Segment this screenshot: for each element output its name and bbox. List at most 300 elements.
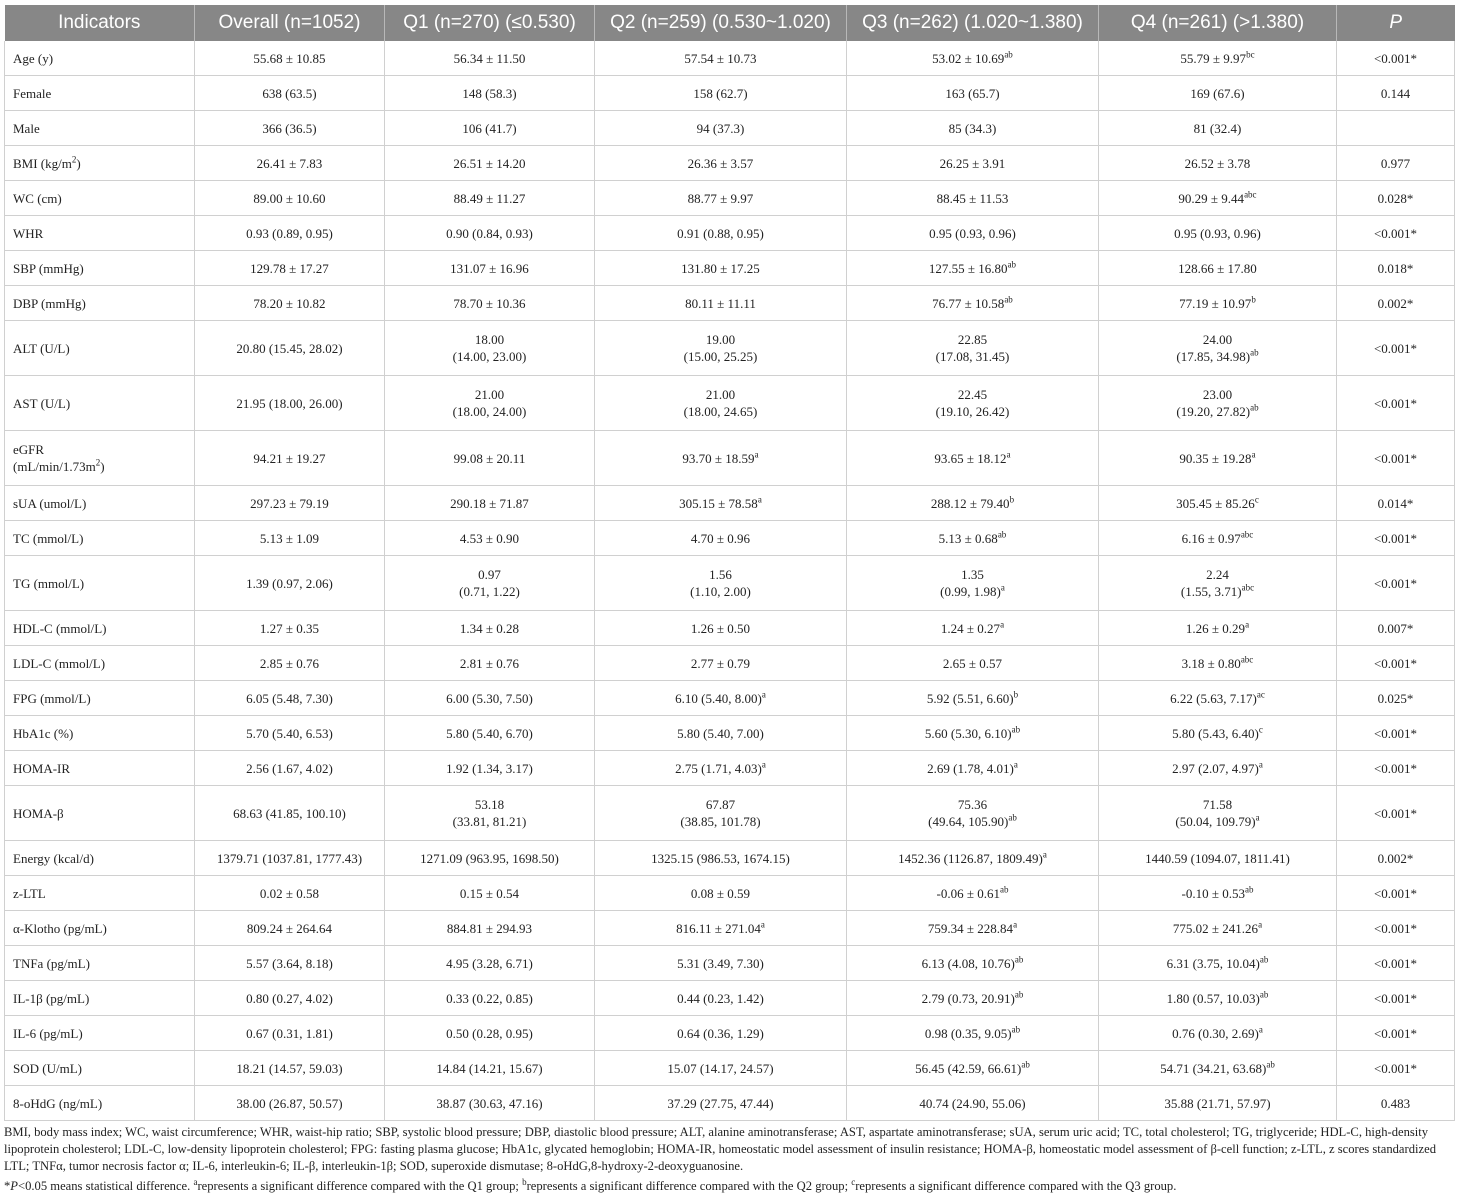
header-q4: Q4 (n=261) (>1.380): [1099, 5, 1337, 41]
cell-q2: [595, 1051, 847, 1086]
cell-q4: [1099, 181, 1337, 216]
cell-value: 128.66 ± 17.80: [1178, 260, 1257, 276]
cell-value: 26.51 ± 14.20: [453, 155, 526, 171]
cell-q3: [847, 946, 1099, 981]
cell-q3: [847, 716, 1099, 751]
cell-overall: [195, 981, 385, 1016]
row-label: [5, 911, 195, 946]
cell-q1: [385, 786, 595, 841]
row-label: [5, 181, 195, 216]
cell-significance-mark: ab: [1004, 294, 1013, 305]
cell-significance-mark: a: [1000, 619, 1005, 630]
cell-value: 0.80 (0.27, 4.02): [246, 990, 333, 1006]
cell-overall: [195, 911, 385, 946]
cell-q4: [1099, 76, 1337, 111]
cell-q3: [847, 146, 1099, 181]
cell-value: 15.07 (14.17, 24.57): [667, 1060, 774, 1076]
table-row: [5, 286, 1455, 321]
cell-q4: [1099, 321, 1337, 376]
cell-significance-mark: abc: [1240, 529, 1254, 540]
cell-value: 99.08 ± 20.11: [453, 450, 526, 466]
cell-p-value: [1337, 486, 1455, 521]
row-label-text: BMI (kg/m: [13, 155, 72, 171]
cell-q2: [595, 111, 847, 146]
cell-value: <0.001*: [1373, 395, 1418, 411]
cell-value: 26.36 ± 3.57: [687, 155, 754, 171]
table-row: [5, 716, 1455, 751]
row-label-text: TNFa (pg/mL): [13, 955, 90, 971]
row-label: [5, 1016, 195, 1051]
cell-value: 90.29 ± 9.44: [1178, 190, 1245, 206]
cell-q1: [385, 431, 595, 486]
cell-value: 26.52 ± 3.78: [1184, 155, 1251, 171]
row-label-text: α-Klotho (pg/mL): [13, 920, 107, 936]
cell-overall: [195, 751, 385, 786]
cell-value: -0.06 ± 0.61: [936, 885, 1000, 901]
cell-value: 163 (65.7): [945, 85, 1000, 101]
cell-value: 0.64 (0.36, 1.29): [677, 1025, 764, 1041]
cell-q3: [847, 76, 1099, 111]
footnote-p: P: [10, 1179, 18, 1193]
row-label-text: eGFR: [13, 442, 45, 457]
cell-line-1: [601, 386, 840, 403]
cell-q2: [595, 1016, 847, 1051]
cell-p-value: [1337, 841, 1455, 876]
row-label: [5, 611, 195, 646]
cell-overall: [195, 1016, 385, 1051]
cell-line-1: [391, 331, 588, 348]
cell-value: 0.95 (0.93, 0.96): [929, 225, 1016, 241]
header-overall: Overall (n=1052): [195, 5, 385, 41]
cell-line-1: [391, 566, 588, 583]
cell-q3: [847, 1016, 1099, 1051]
cell-value: 809.24 ± 264.64: [246, 920, 333, 936]
cell-q1: [385, 216, 595, 251]
cell-line-1: [601, 796, 840, 813]
cell-value: <0.001*: [1373, 655, 1418, 671]
cell-q2: [595, 841, 847, 876]
cell-q1: [385, 681, 595, 716]
cell-q3: [847, 521, 1099, 556]
cell-value: <0.001*: [1373, 450, 1418, 466]
cell-value: 0.98 (0.35, 9.05): [924, 1025, 1012, 1041]
cell-significance-mark: a: [754, 449, 759, 460]
cell-value: 0.144: [1380, 85, 1411, 101]
cell-significance-mark: ab: [999, 884, 1009, 895]
cell-significance-mark: a: [1042, 849, 1047, 860]
row-label: [5, 646, 195, 681]
footnote-star: *: [4, 1179, 11, 1193]
table-row: [5, 646, 1455, 681]
cell-line-2: [601, 348, 840, 365]
cell-p-value: [1337, 981, 1455, 1016]
table-row: [5, 521, 1455, 556]
cell-q2: [595, 716, 847, 751]
cell-value: 71.58: [1202, 797, 1233, 812]
cell-value: 0.002*: [1377, 295, 1414, 311]
row-label: [5, 76, 195, 111]
table-row: [5, 146, 1455, 181]
cell-value: 67.87: [705, 797, 736, 812]
cell-significance-mark: ab: [1011, 1024, 1021, 1035]
cell-value: <0.001*: [1373, 805, 1418, 821]
cell-overall: [195, 286, 385, 321]
row-label: [5, 1051, 195, 1086]
table-row: [5, 876, 1455, 911]
footnote-mark-a: a: [193, 1176, 198, 1187]
cell-value-range: (0.99, 1.98): [940, 584, 1001, 599]
footnote-c-text: represents a significant difference compared with the Q3 group.: [855, 1179, 1177, 1193]
row-label-text: Energy (kcal/d): [13, 850, 94, 866]
cell-overall: [195, 76, 385, 111]
cell-value: <0.001*: [1373, 955, 1418, 971]
cell-value: 0.97: [478, 567, 501, 582]
cell-value: 127.55 ± 16.80: [928, 260, 1008, 276]
cell-value: 0.018*: [1377, 260, 1414, 276]
cell-significance-mark: ab: [1266, 1059, 1275, 1070]
cell-p-value: [1337, 646, 1455, 681]
cell-line-1: [1105, 566, 1330, 583]
cell-value: 6.16 ± 0.97: [1181, 530, 1241, 546]
cell-significance-mark: b: [1251, 294, 1256, 305]
cell-value: 0.028*: [1377, 190, 1414, 206]
cell-p-value: [1337, 556, 1455, 611]
cell-value: 2.85 ± 0.76: [259, 655, 320, 671]
table-row: [5, 1051, 1455, 1086]
cell-value: 24.00: [1202, 332, 1233, 347]
cell-value: <0.001*: [1373, 575, 1418, 591]
table-row: [5, 216, 1455, 251]
row-label-text: TC (mmol/L): [13, 530, 84, 546]
cell-value: 0.91 (0.88, 0.95): [677, 225, 764, 241]
cell-value: 3.18 ± 0.80: [1181, 655, 1241, 671]
cell-significance-mark: ab: [1014, 989, 1024, 1000]
cell-line-1: [853, 796, 1092, 813]
cell-q1: [385, 486, 595, 521]
cell-line-2: [853, 813, 1092, 830]
cell-q2: [595, 376, 847, 431]
cell-value: 81 (32.4): [1193, 120, 1242, 136]
row-label: [5, 716, 195, 751]
cell-value-range: (1.10, 2.00): [690, 584, 751, 599]
cell-value: 5.13 ± 1.09: [259, 530, 320, 546]
cell-line-2: [391, 348, 588, 365]
row-label-superscript: 2: [95, 457, 101, 468]
row-label-text: HDL-C (mmol/L): [13, 620, 107, 636]
cell-p-value: [1337, 521, 1455, 556]
cell-q3: [847, 181, 1099, 216]
row-label: [5, 786, 195, 841]
cell-value: 0.95 (0.93, 0.96): [1174, 225, 1261, 241]
cell-value: <0.001*: [1373, 760, 1418, 776]
cell-value: <0.001*: [1373, 885, 1418, 901]
cell-overall: [195, 321, 385, 376]
cell-value: 2.97 (2.07, 4.97): [1172, 760, 1259, 776]
cell-q3: [847, 611, 1099, 646]
footnote-abbreviations: BMI, body mass index; WC, waist circumference; WHR, waist-hip ratio; SBP, systolic blood pressure; DBP, diastolic blood pressure; ALT, alanine aminotransferase; AST, aspartate aminotransferase; sUA, serum uric acid; TC, total cholesterol; TG, triglyceride; HDL-C, high-density lipoprotein cholesterol; LDL-C, low-density lipoprotein cholesterol; FPG: fasting plasma glucose; HbA1c, glycated hemoglobin; HOMA-IR, homeostatic model assessment of insulin resistance; HOMA-β, homeostatic model assessment of β-cell function; z-LTL, z scores standardized LTL; TNFα, tumor necrosis factor α; IL-6, interleukin-6; IL-β, interleukin-1β; SOD, superoxide dismutase; 8-oHdG,8-hydroxy-2-deoxyguanosine.: [4, 1125, 1436, 1173]
cell-line-1: [853, 331, 1092, 348]
cell-line-1: [1105, 331, 1330, 348]
cell-value: 55.79 ± 9.97: [1180, 50, 1247, 66]
cell-value-range: (19.10, 26.42): [935, 404, 1010, 419]
cell-q2: [595, 1086, 847, 1121]
table-row: [5, 376, 1455, 431]
cell-p-value: [1337, 76, 1455, 111]
cell-value: 94.21 ± 19.27: [253, 450, 326, 466]
cell-q1: [385, 841, 595, 876]
cell-q1: [385, 751, 595, 786]
cell-value-range: (50.04, 109.79): [1175, 814, 1256, 829]
cell-value: 19.00: [705, 332, 736, 347]
cell-value: 148 (58.3): [462, 85, 517, 101]
table-row: [5, 911, 1455, 946]
header-indicators: Indicators: [5, 5, 195, 41]
cell-value-range: (19.20, 27.82): [1176, 404, 1251, 419]
row-label-text: TG (mmol/L): [13, 575, 85, 591]
cell-significance-mark: ab: [1021, 1059, 1030, 1070]
cell-line-2: [601, 813, 840, 830]
row-label: [5, 1086, 195, 1121]
cell-value: 88.77 ± 9.97: [687, 190, 754, 206]
cell-value: <0.001*: [1373, 725, 1418, 741]
cell-value: 57.54 ± 10.73: [684, 50, 757, 66]
footnote-a-text: represents a significant difference compared with the Q1 group;: [197, 1179, 523, 1193]
cell-q3: [847, 111, 1099, 146]
row-label-suffix: ): [100, 459, 105, 474]
cell-q4: [1099, 521, 1337, 556]
cell-q2: [595, 251, 847, 286]
cell-q4: [1099, 111, 1337, 146]
cell-value: 759.34 ± 228.84: [927, 920, 1014, 936]
cell-value: 2.56 (1.67, 4.02): [246, 760, 333, 776]
cell-q2: [595, 286, 847, 321]
cell-q3: [847, 556, 1099, 611]
cell-value-range: (17.08, 31.45): [935, 349, 1010, 364]
cell-value: 68.63 (41.85, 100.10): [233, 805, 346, 821]
cell-value: 0.977: [1380, 155, 1411, 171]
cell-value-range: (1.55, 3.71): [1180, 584, 1242, 599]
results-table: [4, 5, 1455, 1121]
cell-value: 5.80 (5.43, 6.40): [1172, 725, 1259, 741]
cell-q3: [847, 1051, 1099, 1086]
cell-value-range: (0.71, 1.22): [459, 584, 520, 599]
cell-line-2: [853, 583, 1092, 600]
cell-value: 4.70 ± 0.96: [690, 530, 751, 546]
cell-p-value: [1337, 786, 1455, 841]
cell-line-2: [391, 813, 588, 830]
cell-value-range: (33.81, 81.21): [452, 814, 527, 829]
cell-value-range: (14.00, 23.00): [452, 349, 527, 364]
cell-q2: [595, 486, 847, 521]
cell-value: 78.20 ± 10.82: [253, 295, 326, 311]
cell-p-value: [1337, 1016, 1455, 1051]
row-label-line2: (mL/min/1.73m: [13, 459, 96, 474]
row-label: [5, 146, 195, 181]
cell-overall: [195, 431, 385, 486]
cell-q4: [1099, 286, 1337, 321]
cell-value: 638 (63.5): [262, 85, 317, 101]
cell-significance-mark: ab: [1007, 259, 1017, 270]
cell-value-range: (18.00, 24.00): [452, 404, 527, 419]
cell-overall: [195, 841, 385, 876]
cell-value: 2.65 ± 0.57: [942, 655, 1003, 671]
cell-value-range: (18.00, 24.65): [683, 404, 758, 419]
cell-p-value: [1337, 376, 1455, 431]
row-label: [5, 216, 195, 251]
cell-value: 94 (37.3): [696, 120, 745, 136]
table-row: [5, 611, 1455, 646]
cell-significance-mark: a: [757, 494, 762, 505]
cell-value: 2.24: [1206, 567, 1229, 582]
cell-value: 21.95 (18.00, 26.00): [236, 395, 343, 411]
cell-line-1: [853, 386, 1092, 403]
cell-q4: [1099, 216, 1337, 251]
cell-value: 775.02 ± 241.26: [1172, 920, 1259, 936]
cell-q4: [1099, 1016, 1337, 1051]
cell-significance-mark: a: [1000, 582, 1005, 593]
cell-q3: [847, 41, 1099, 76]
cell-q3: [847, 841, 1099, 876]
cell-q3: [847, 286, 1099, 321]
cell-value: 90.35 ± 19.28: [1179, 450, 1252, 466]
cell-q2: [595, 181, 847, 216]
cell-q1: [385, 286, 595, 321]
table-row: [5, 111, 1455, 146]
cell-significance-mark: ab: [1259, 989, 1269, 1000]
table-row: [5, 1016, 1455, 1051]
cell-value: 18.21 (14.57, 59.03): [236, 1060, 343, 1076]
cell-value: 75.36: [957, 797, 988, 812]
cell-line-2: [601, 583, 840, 600]
row-label: [5, 946, 195, 981]
cell-q3: [847, 981, 1099, 1016]
footnote-mark-c: c: [851, 1176, 856, 1187]
row-label: [5, 111, 195, 146]
cell-q2: [595, 321, 847, 376]
cell-q3: [847, 431, 1099, 486]
cell-significance-mark: a: [1013, 919, 1018, 930]
cell-value: 0.007*: [1377, 620, 1414, 636]
cell-q1: [385, 716, 595, 751]
cell-q4: [1099, 751, 1337, 786]
cell-q2: [595, 41, 847, 76]
cell-line-2: [1105, 403, 1330, 420]
cell-q3: [847, 786, 1099, 841]
cell-q1: [385, 181, 595, 216]
cell-significance-mark: a: [1013, 759, 1018, 770]
cell-value-range: (15.00, 25.25): [683, 349, 758, 364]
cell-value: 6.00 (5.30, 7.50): [446, 690, 533, 706]
cell-line-2: [853, 403, 1092, 420]
cell-value: 18.00: [474, 332, 505, 347]
cell-overall: [195, 486, 385, 521]
cell-significance-mark: ab: [1004, 49, 1013, 60]
cell-significance-mark: a: [760, 919, 765, 930]
cell-q2: [595, 786, 847, 841]
cell-value: 2.79 (0.73, 20.91): [921, 990, 1015, 1006]
cell-value: 56.45 (42.59, 66.61): [915, 1060, 1022, 1076]
cell-q1: [385, 611, 595, 646]
cell-significance-mark: abc: [1241, 582, 1255, 593]
table-row: [5, 486, 1455, 521]
cell-p-value: [1337, 216, 1455, 251]
cell-value: 0.025*: [1377, 690, 1414, 706]
cell-value: 366 (36.5): [262, 120, 317, 136]
cell-q2: [595, 946, 847, 981]
cell-value: 131.80 ± 17.25: [681, 260, 760, 276]
cell-significance-mark: ab: [1008, 812, 1017, 823]
cell-significance-mark: ab: [1014, 954, 1024, 965]
row-label-text: SOD (U/mL): [13, 1060, 82, 1076]
cell-overall: [195, 876, 385, 911]
cell-value: 0.93 (0.89, 0.95): [246, 225, 333, 241]
cell-line-1: [601, 331, 840, 348]
cell-value: 53.18: [474, 797, 505, 812]
cell-p-value: [1337, 611, 1455, 646]
cell-value: 88.45 ± 11.53: [936, 190, 1009, 206]
cell-value: 55.68 ± 10.85: [253, 50, 326, 66]
cell-value: 80.11 ± 11.11: [685, 295, 756, 311]
cell-value: 56.34 ± 11.50: [453, 50, 526, 66]
cell-p-value: [1337, 431, 1455, 486]
cell-value: 305.45 ± 85.26: [1176, 495, 1255, 511]
table-footnote: [4, 1124, 1456, 1195]
row-label: [5, 376, 195, 431]
cell-value: 1452.36 (1126.87, 1809.49): [898, 850, 1043, 866]
cell-value: 88.49 ± 11.27: [453, 190, 526, 206]
cell-q2: [595, 681, 847, 716]
cell-q3: [847, 1086, 1099, 1121]
cell-q1: [385, 981, 595, 1016]
cell-value: <0.001*: [1373, 225, 1418, 241]
cell-overall: [195, 521, 385, 556]
cell-q1: [385, 376, 595, 431]
cell-value: 5.70 (5.40, 6.53): [246, 725, 333, 741]
cell-value: 169 (67.6): [1190, 85, 1245, 101]
cell-overall: [195, 786, 385, 841]
cell-value: 53.02 ± 10.69: [932, 50, 1005, 66]
cell-value: 1379.71 (1037.81, 1777.43): [216, 850, 363, 866]
cell-value: 5.13 ± 0.68: [938, 530, 998, 546]
cell-significance-mark: c: [1258, 724, 1263, 735]
cell-value: 0.02 ± 0.58: [259, 885, 320, 901]
cell-value: 5.60 (5.30, 6.10): [924, 725, 1012, 741]
cell-q4: [1099, 876, 1337, 911]
cell-q4: [1099, 786, 1337, 841]
table-row: [5, 681, 1455, 716]
cell-q4: [1099, 431, 1337, 486]
row-label-text: HbA1c (%): [13, 725, 74, 741]
cell-p-value: [1337, 286, 1455, 321]
cell-overall: [195, 681, 385, 716]
row-label-text: IL-6 (pg/mL): [13, 1025, 83, 1041]
cell-value: 1.92 (1.34, 3.17): [446, 760, 533, 776]
row-label-superscript: 2: [71, 154, 77, 165]
cell-p-value: [1337, 681, 1455, 716]
cell-value: 1.56: [709, 567, 732, 582]
cell-significance-mark: ab: [1250, 402, 1259, 413]
cell-value: 2.81 ± 0.76: [459, 655, 520, 671]
header-q1: Q1 (n=270) (≤0.530): [385, 5, 595, 41]
cell-value: 0.90 (0.84, 0.93): [446, 225, 533, 241]
cell-p-value: [1337, 876, 1455, 911]
cell-q4: [1099, 646, 1337, 681]
header-q2: Q2 (n=259) (0.530~1.020): [595, 5, 847, 41]
cell-q1: [385, 111, 595, 146]
cell-significance-mark: a: [1255, 812, 1260, 823]
cell-value: 0.08 ± 0.59: [690, 885, 751, 901]
cell-value: <0.001*: [1373, 530, 1418, 546]
